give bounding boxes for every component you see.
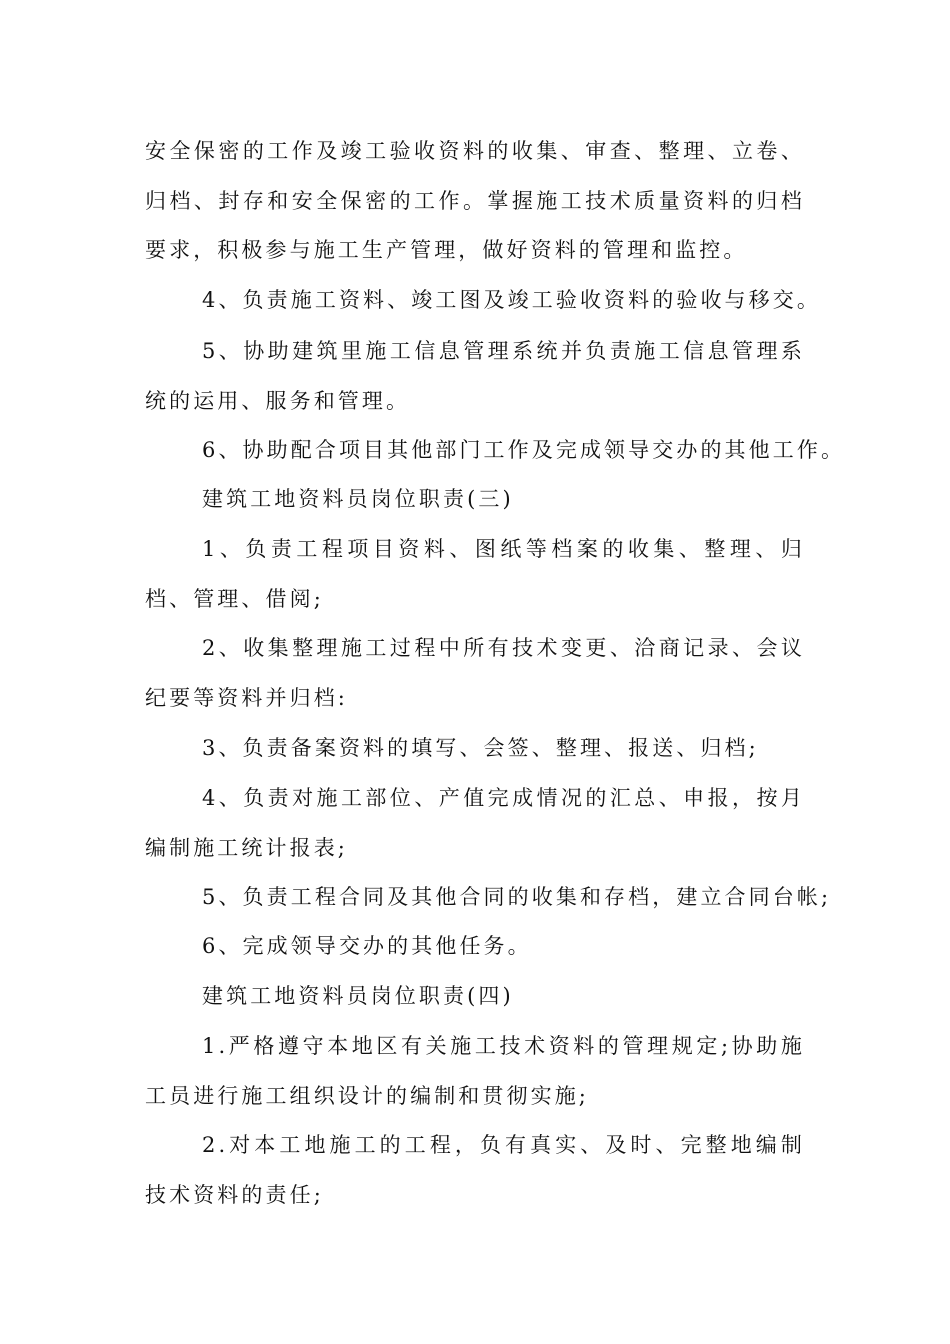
- paragraph-continuation: 安全保密的工作及竣工验收资料的收集、审查、整理、立卷、归档、封存和安全保密的工作。掌握施工技术质量资料的归档要求，积极参与施工生产管理，做好资料的管理和监控。: [145, 139, 805, 262]
- paragraph-item-6: 6、协助配合项目其他部门工作及完成领导交办的其他工作。: [202, 438, 846, 462]
- paragraph-item-3: 3、负责备案资料的填写、会签、整理、报送、归档;: [202, 736, 759, 760]
- paragraph-item-5: 5、协助建筑里施工信息管理系统并负责施工信息管理系统的运用、服务和管理。: [145, 339, 805, 413]
- section-heading-4: 建筑工地资料员岗位职责(四): [202, 984, 514, 1008]
- paragraph-item-6b: 6、完成领导交办的其他任务。: [202, 934, 532, 958]
- paragraph-item-2: 2、收集整理施工过程中所有技术变更、洽商记录、会议纪要等资料并归档:: [145, 636, 805, 710]
- section-heading-3: 建筑工地资料员岗位职责(三): [202, 487, 514, 511]
- paragraph-item-4b: 4、负责对施工部位、产值完成情况的汇总、申报，按月编制施工统计报表;: [145, 786, 805, 860]
- paragraph-item-5b: 5、负责工程合同及其他合同的收集和存档，建立合同台帐;: [202, 885, 832, 909]
- paragraph-item-4: 4、负责施工资料、竣工图及竣工验收资料的验收与移交。: [202, 288, 821, 312]
- paragraph-rule-1: 1.严格遵守本地区有关施工技术资料的管理规定;协助施工员进行施工组织设计的编制和贯彻实施;: [145, 1034, 805, 1108]
- paragraph-item-1: 1、负责工程项目资料、图纸等档案的收集、整理、归档、管理、借阅;: [145, 537, 805, 611]
- paragraph-rule-2: 2.对本工地施工的工程，负有真实、及时、完整地编制技术资料的责任;: [145, 1133, 805, 1207]
